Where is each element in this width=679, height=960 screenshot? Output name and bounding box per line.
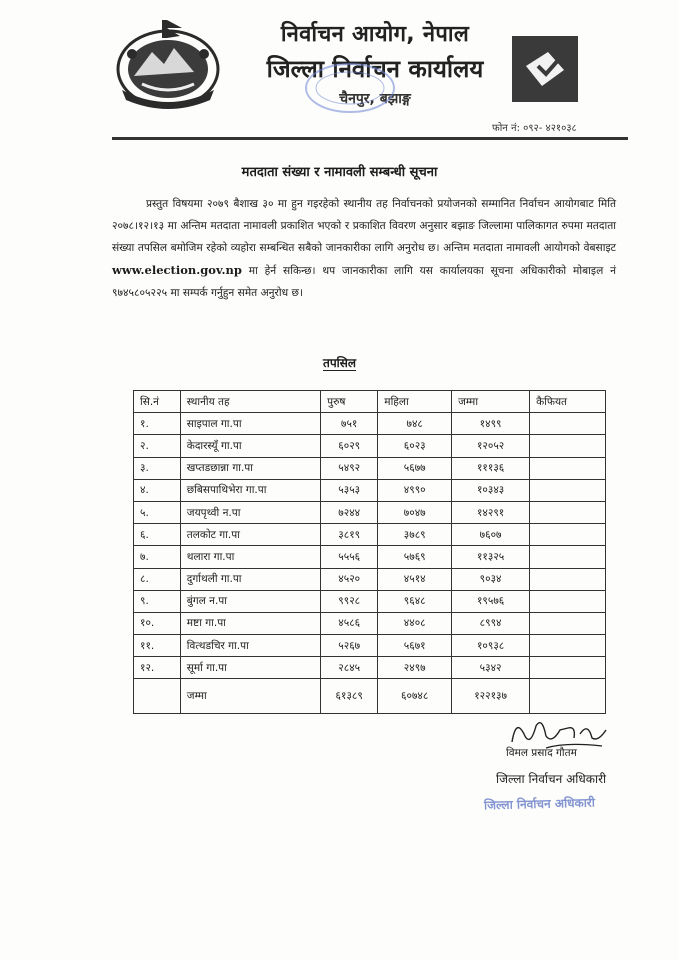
tapsil-heading — [0, 354, 679, 371]
cell-total: १११३६ — [452, 457, 530, 479]
header-divider — [112, 137, 628, 140]
cell-total: ७६०७ — [452, 524, 530, 546]
voter-count-table — [133, 390, 606, 714]
cell-sn: ५. — [134, 501, 181, 523]
table-row — [134, 501, 606, 523]
cell-remark — [530, 524, 606, 546]
table-row — [134, 590, 606, 612]
cell-female: ५७६९ — [378, 546, 452, 568]
table-row — [134, 413, 606, 435]
table-row — [134, 435, 606, 457]
cell-name: मष्टा गा.पा — [180, 612, 320, 634]
table-row — [134, 635, 606, 657]
cell-name: बुंगल न.पा — [180, 590, 320, 612]
cell-male: ४५८६ — [321, 612, 378, 634]
header-male: पुरुष — [321, 391, 378, 413]
cell-male: ९९२८ — [321, 590, 378, 612]
cell-male: ५४९२ — [321, 457, 378, 479]
cell-remark — [530, 435, 606, 457]
cell-sn: ११. — [134, 635, 181, 657]
election-logo-icon — [512, 36, 578, 102]
cell-sn: २. — [134, 435, 181, 457]
cell-remark — [530, 413, 606, 435]
table-row — [134, 657, 606, 679]
cell-female: ९६४८ — [378, 590, 452, 612]
cell-sn: ६. — [134, 524, 181, 546]
cell-remark — [530, 501, 606, 523]
cell-sn: ४. — [134, 479, 181, 501]
cell-remark — [530, 590, 606, 612]
nepal-emblem-icon — [112, 14, 224, 114]
cell-total: १०३४३ — [452, 479, 530, 501]
table-row — [134, 479, 606, 501]
office-name: जिल्ला निर्वाचन कार्यालय — [266, 55, 484, 83]
cell-sn: ३. — [134, 457, 181, 479]
cell-total: ८९९४ — [452, 612, 530, 634]
header-sn: सि.नं — [134, 391, 181, 413]
cell-sn: ८. — [134, 568, 181, 590]
total-label: जम्मा — [180, 679, 320, 714]
cell-name: केदारस्यूँ गा.पा — [180, 435, 320, 457]
cell-female: ४४०८ — [378, 612, 452, 634]
cell-female: ४५१४ — [378, 568, 452, 590]
cell-female: ३७८९ — [378, 524, 452, 546]
notice-text-part2: मा हेर्न सकिन्छ। थप जानकारीका लागि यस कार्यालयका सूचना अधिकारीको मोबाइल नं ९७४५८०५२२५ मा सम्पर्क गर्नुहुन समेत अनुरोध छ। — [112, 265, 616, 299]
commission-name: निर्वाचन आयोग, नेपाल — [280, 22, 470, 47]
cell-male: ३८१९ — [321, 524, 378, 546]
cell-name: छबिसपाथिभेरा गा.पा — [180, 479, 320, 501]
cell-total: १२०५२ — [452, 435, 530, 457]
office-phone: फोन नं: ०९२- ४२१०३८ — [492, 123, 577, 134]
cell-total: ५३४२ — [452, 657, 530, 679]
cell-female: ७०४७ — [378, 501, 452, 523]
cell-remark — [530, 612, 606, 634]
tapsil-label: तपसिल — [322, 356, 356, 370]
notice-subject: मतदाता संख्या र नामावली सम्बन्धी सूचना — [241, 165, 438, 180]
cell-sn: १०. — [134, 612, 181, 634]
cell-male: ५३५३ — [321, 479, 378, 501]
cell-male: २८४५ — [321, 657, 378, 679]
table-row — [134, 612, 606, 634]
cell-male: ५५५६ — [321, 546, 378, 568]
cell-total: १४९९ — [452, 413, 530, 435]
signatory-stamp: जिल्ला निर्वाचन अधिकारी — [483, 795, 596, 813]
cell-remark — [530, 546, 606, 568]
total-grand: १२२१३७ — [452, 679, 530, 714]
table-header-row — [134, 391, 606, 413]
cell-male: ४५२० — [321, 568, 378, 590]
table-row — [134, 457, 606, 479]
cell-remark — [530, 479, 606, 501]
cell-remark — [530, 635, 606, 657]
cell-name: जयपृथ्वी न.पा — [180, 501, 320, 523]
notice-text-part1: प्रस्तुत विषयमा २०७९ बैशाख ३० मा हुन गइरहेको स्थानीय तह निर्वाचनको प्रयोजनको सम्मानित निर्वाचन आयोगबाट मिति २०७८।१२।१३ मा अन्तिम मतदाता नामावली प्रकाशित भएको र प्रकाशित विवरण अनुसार बझाङ जिल्लामा पालिकागत रुपमा मतदाता संख्या तपसिल बमोजिम रहेको व्यहोरा सम्बन्धित सबैको जानकारीका लागि अनुरोध छ। अन्तिम मतदाता नामावली आयोगको वेबसाइट — [112, 198, 616, 254]
cell-remark — [530, 457, 606, 479]
header-remarks: कैफियत — [530, 391, 606, 413]
cell-female: ४९९० — [378, 479, 452, 501]
cell-sn: ९. — [134, 590, 181, 612]
cell-total: १९५७६ — [452, 590, 530, 612]
cell-name: तलकोट गा.पा — [180, 524, 320, 546]
cell-name: खप्तडछान्ना गा.पा — [180, 457, 320, 479]
signatory-name: विमल प्रसाद गौतम — [506, 747, 577, 759]
cell-female: ७४८ — [378, 413, 452, 435]
cell-male: ७५१ — [321, 413, 378, 435]
cell-name: सूर्मा गा.पा — [180, 657, 320, 679]
table-total-row — [134, 679, 606, 714]
cell-sn: १. — [134, 413, 181, 435]
cell-name: साइपाल गा.पा — [180, 413, 320, 435]
cell-name: थलारा गा.पा — [180, 546, 320, 568]
cell-sn: १२. — [134, 657, 181, 679]
cell-name: वित्थडचिर गा.पा — [180, 635, 320, 657]
header-total: जम्मा — [452, 391, 530, 413]
cell-female: ५६७१ — [378, 635, 452, 657]
cell-total: ९०३४ — [452, 568, 530, 590]
table-row — [134, 568, 606, 590]
cell-total: १४२९१ — [452, 501, 530, 523]
cell-male: ५२६७ — [321, 635, 378, 657]
cell-sn: ७. — [134, 546, 181, 568]
total-male: ६१३८९ — [321, 679, 378, 714]
cell-male: ७२४४ — [321, 501, 378, 523]
table-row — [134, 524, 606, 546]
election-website-link[interactable]: www.election.gov.np — [112, 263, 242, 277]
cell-female: ५६७७ — [378, 457, 452, 479]
cell-female: २४९७ — [378, 657, 452, 679]
cell-name: दुर्गाथली गा.पा — [180, 568, 320, 590]
signatory-title: जिल्ला निर्वाचन अधिकारी — [496, 772, 607, 786]
cell-total: १०९३८ — [452, 635, 530, 657]
header-female: महिला — [378, 391, 452, 413]
notice-body — [112, 193, 616, 304]
cell-female: ६०२३ — [378, 435, 452, 457]
table-row — [134, 546, 606, 568]
cell-sn-empty — [134, 679, 181, 714]
office-address: चैनपुर, बझाङ्ग — [339, 91, 411, 107]
office-stamp-icon — [300, 58, 400, 118]
cell-total: ११३२५ — [452, 546, 530, 568]
header-local-level: स्थानीय तह — [180, 391, 320, 413]
total-female: ६०७४८ — [378, 679, 452, 714]
cell-male: ६०२९ — [321, 435, 378, 457]
cell-remark — [530, 568, 606, 590]
cell-remark — [530, 657, 606, 679]
total-remark — [530, 679, 606, 714]
